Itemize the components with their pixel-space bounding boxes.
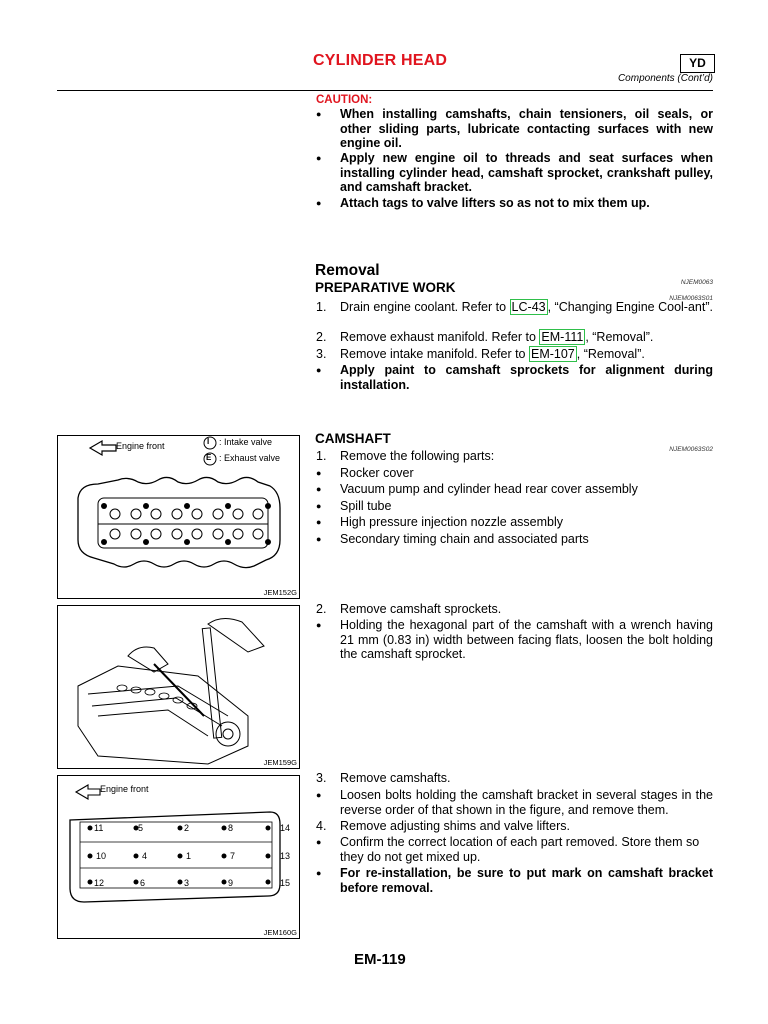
camshaft-step-2: 2. Remove camshaft sprockets. bbox=[316, 602, 502, 616]
intake-symbol-letter: I bbox=[207, 437, 210, 446]
part-item: ● Spill tube bbox=[316, 499, 713, 514]
camshaft-step-4-bullet-1: ● Confirm the correct location of each part removed. Store them so they do not get mixed up. bbox=[316, 835, 713, 864]
bullet-icon bbox=[316, 618, 336, 634]
bullet-icon bbox=[316, 466, 336, 482]
bolt-number: 9 bbox=[228, 878, 234, 888]
prep-step-1: 1. Drain engine coolant. Refer to LC-43 , “Changing Engine Cool-ant”. bbox=[316, 300, 713, 314]
bullet-icon bbox=[316, 866, 336, 882]
caution-item: ● When installing camshafts, chain tensioners, oil seals, or other sliding parts, lubricate contacting surfaces with new engine oil. bbox=[316, 107, 713, 151]
bolt-number: 6 bbox=[140, 878, 146, 888]
bullet-icon bbox=[316, 363, 336, 379]
removal-code: NJEM0063 bbox=[680, 279, 713, 286]
bolt-number: 2 bbox=[184, 823, 190, 833]
engine-block-outline bbox=[78, 666, 248, 764]
bullet-icon bbox=[316, 835, 336, 851]
arrow-left-icon bbox=[90, 441, 116, 455]
prep-step-3: 3. Remove intake manifold. Refer to EM-107 , “Removal”. bbox=[316, 347, 645, 361]
link-em-111[interactable]: EM-111 bbox=[541, 330, 584, 344]
model-code-badge: YD bbox=[680, 54, 715, 73]
header-divider bbox=[57, 90, 713, 91]
bolt-number: 12 bbox=[94, 878, 105, 888]
bullet-icon bbox=[316, 532, 336, 548]
hand-right bbox=[208, 618, 264, 652]
part-item: ● Vacuum pump and cylinder head rear cover assembly bbox=[316, 482, 713, 497]
camshaft-step-1: 1. Remove the following parts: bbox=[316, 449, 495, 463]
camshaft-step-4-bullet-2: ● For re-installation, be sure to put mark on camshaft bracket before removal. bbox=[316, 866, 713, 895]
bolt-number: 11 bbox=[94, 823, 104, 833]
bolt-points bbox=[88, 826, 271, 885]
page-number: EM-119 bbox=[354, 951, 406, 968]
camshaft-step-3: 3. Remove camshafts. bbox=[316, 771, 451, 785]
camshaft-step-4: 4. Remove adjusting shims and valve lifters. bbox=[316, 819, 570, 833]
figure-caption: JEM160G bbox=[263, 928, 297, 937]
prep-step-2: 2. Remove exhaust manifold. Refer to EM-111 , “Removal”. bbox=[316, 330, 654, 344]
exhaust-valve-label: : Exhaust valve bbox=[219, 453, 281, 463]
valve-area bbox=[98, 498, 268, 548]
bolt-number: 5 bbox=[138, 823, 144, 833]
bolt-number: 10 bbox=[96, 851, 107, 861]
cylinder-head-outline bbox=[78, 477, 280, 567]
socket-wrench bbox=[202, 628, 221, 738]
sprocket bbox=[216, 722, 240, 746]
arrow-left-icon bbox=[76, 785, 100, 799]
figure-sprocket-removal bbox=[57, 605, 300, 769]
link-lc-43[interactable]: LC-43 bbox=[511, 300, 546, 314]
sprocket-removal-drawing bbox=[58, 606, 299, 768]
bullet-icon bbox=[316, 482, 336, 498]
bolt-number: 3 bbox=[184, 878, 190, 888]
camshaft-code: NJEM0063S02 bbox=[669, 446, 713, 453]
engine-front-label: Engine front bbox=[100, 784, 149, 794]
figure-caption: JEM159G bbox=[263, 758, 297, 767]
caution-item: ● Apply new engine oil to threads and seat surfaces when installing cylinder head, camshaft sprocket, crankshaft pulley, and camshaft bracket. bbox=[316, 151, 713, 195]
figure-caption: JEM152G bbox=[263, 588, 297, 597]
preparative-code: NJEM0063S01 bbox=[669, 295, 713, 302]
bolt-number: 4 bbox=[142, 851, 148, 861]
bolt-number: 13 bbox=[280, 851, 291, 861]
intake-symbol-icon bbox=[204, 437, 216, 449]
bolt-number: 15 bbox=[280, 878, 291, 888]
link-em-107[interactable]: EM-107 bbox=[530, 347, 575, 361]
intake-valve-label: : Intake valve bbox=[219, 437, 273, 447]
part-item: ● High pressure injection nozzle assembly bbox=[316, 515, 713, 530]
bullet-icon bbox=[316, 499, 336, 515]
engine-front-label: Engine front bbox=[116, 441, 165, 451]
bolt-number: 1 bbox=[186, 851, 192, 861]
caution-item: ● Attach tags to valve lifters so as not to mix them up. bbox=[316, 196, 713, 211]
bullet-icon bbox=[316, 196, 336, 212]
part-item: ● Rocker cover bbox=[316, 466, 713, 481]
bracket-area bbox=[80, 822, 272, 888]
section-subtitle: Components (Cont’d) bbox=[617, 73, 713, 84]
figure-valve-layout bbox=[57, 435, 300, 599]
bullet-icon bbox=[316, 788, 336, 804]
bolt-number: 8 bbox=[228, 823, 234, 833]
bolt-order-drawing bbox=[58, 776, 299, 938]
camshaft-step-2-bullet: ● Holding the hexagonal part of the camshaft with a wrench having 21 mm (0.83 in) width between facing flats, loosen the bolt holding the camshaft sprocket. bbox=[316, 618, 713, 662]
page-title: CYLINDER HEAD bbox=[313, 52, 448, 69]
prep-note: ● Apply paint to camshaft sprockets for alignment during installation. bbox=[316, 363, 713, 392]
bullet-icon bbox=[316, 515, 336, 531]
bolt-number: 7 bbox=[230, 851, 236, 861]
figure-bolt-order bbox=[57, 775, 300, 939]
camshaft-heading: CAMSHAFT bbox=[315, 431, 391, 446]
caution-label: CAUTION: bbox=[316, 94, 373, 106]
part-item: ● Secondary timing chain and associated parts bbox=[316, 532, 713, 547]
bullet-icon bbox=[316, 107, 336, 123]
bolt-number: 14 bbox=[280, 823, 291, 833]
exhaust-symbol-letter: E bbox=[206, 453, 212, 462]
preparative-heading: PREPARATIVE WORK bbox=[315, 280, 456, 295]
bullet-icon bbox=[316, 151, 336, 167]
camshaft-step-3-bullet: ● Loosen bolts holding the camshaft bracket in several stages in the reverse order of that shown in the figure, and remove them. bbox=[316, 788, 713, 817]
removal-heading: Removal bbox=[315, 262, 380, 279]
